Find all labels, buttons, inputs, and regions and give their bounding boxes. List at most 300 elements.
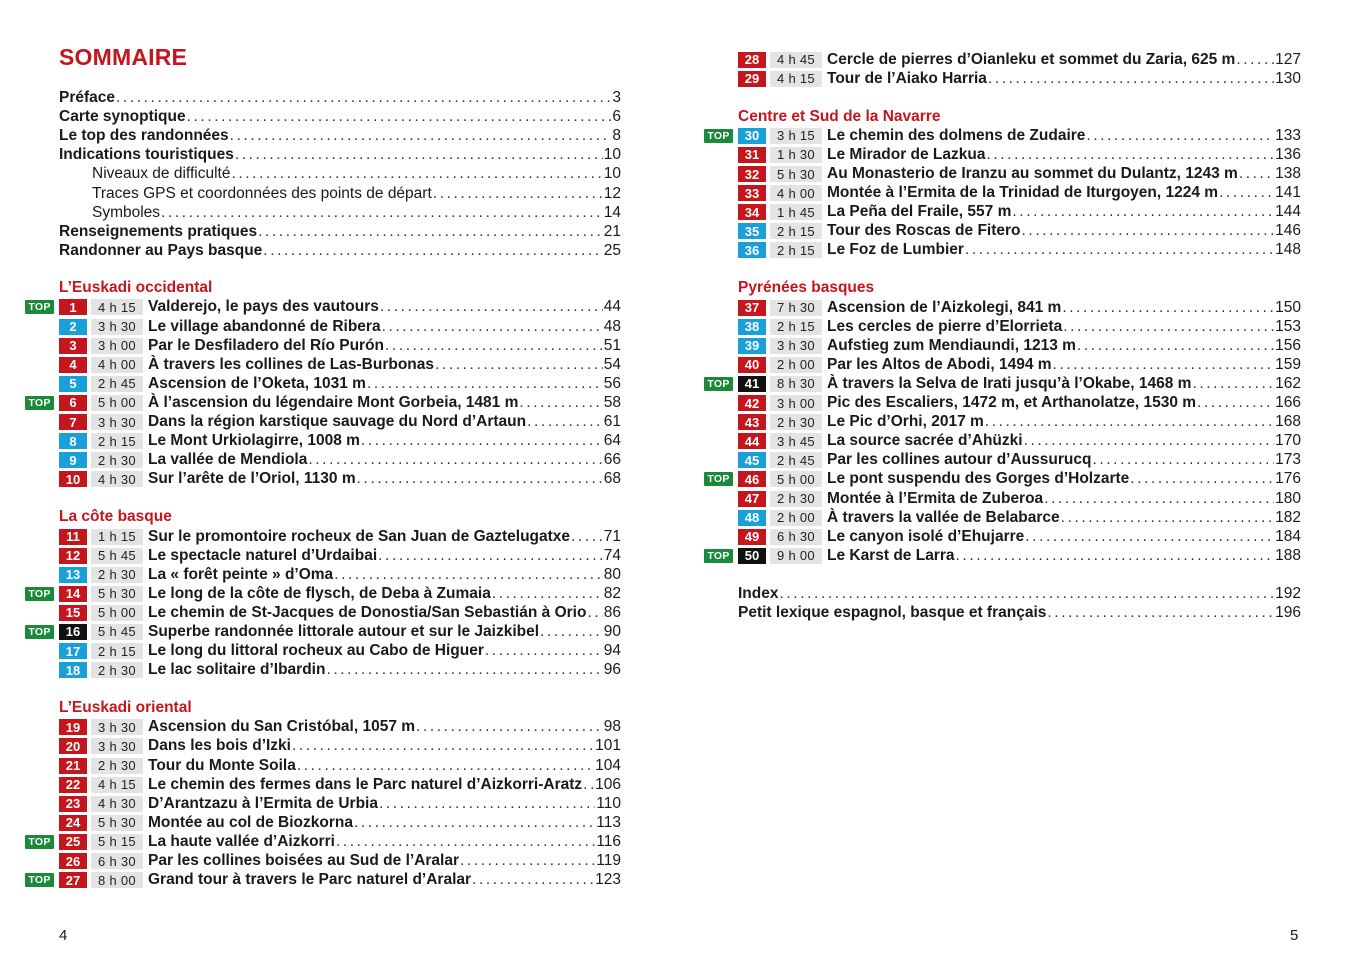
- hike-entry[interactable]: [59, 374, 621, 393]
- hike-number-badge: 49: [738, 529, 766, 545]
- hike-number-badge: 17: [59, 643, 87, 659]
- hike-entry[interactable]: [738, 69, 1301, 88]
- entry-page: 74: [603, 546, 621, 564]
- hike-entry[interactable]: [707, 374, 1301, 393]
- hike-number-badge: 10: [59, 471, 87, 487]
- hike-title: Sur l’arête de l’Oriol, 1130 m: [148, 470, 356, 488]
- duration-badge: 5 h 30: [91, 815, 143, 831]
- entry-page: 192: [1275, 585, 1301, 603]
- entry-page: 182: [1275, 508, 1301, 526]
- entry-page: 138: [1275, 165, 1301, 183]
- duration-badge: 2 h 15: [770, 319, 822, 335]
- hike-entry[interactable]: [738, 298, 1301, 317]
- duration-badge: 5 h 45: [91, 624, 143, 640]
- hike-entry[interactable]: [738, 413, 1301, 432]
- dot-leader: [378, 547, 603, 565]
- page-title: SOMMAIRE: [59, 44, 188, 70]
- dot-leader: [1092, 451, 1274, 469]
- hike-entry[interactable]: [738, 451, 1301, 470]
- entry-page: 12: [603, 184, 621, 202]
- dot-leader: [1024, 432, 1275, 450]
- dot-leader: [988, 70, 1274, 88]
- duration-badge: 5 h 00: [91, 605, 143, 621]
- hike-entry[interactable]: [59, 756, 621, 775]
- hike-number-badge: 15: [59, 605, 87, 621]
- entry-label: Randonner au Pays basque: [59, 241, 263, 259]
- dot-leader: [1197, 394, 1274, 412]
- entry-page: 162: [1275, 374, 1301, 392]
- hike-title: Le Mont Urkiolagirre, 1008 m: [148, 432, 360, 450]
- hike-entry[interactable]: [738, 432, 1301, 451]
- dot-leader: [326, 661, 602, 679]
- hike-entry[interactable]: [738, 336, 1301, 355]
- entry-page: 21: [603, 222, 621, 240]
- hike-entry[interactable]: [59, 775, 621, 794]
- entry-page: 58: [603, 393, 621, 411]
- hike-number-badge: 5: [59, 376, 87, 392]
- duration-badge: 6 h 30: [91, 853, 143, 869]
- hike-entry[interactable]: [28, 584, 621, 603]
- hike-number-badge: 35: [738, 223, 766, 239]
- hike-entry[interactable]: [59, 813, 621, 832]
- duration-badge: 2 h 30: [770, 491, 822, 507]
- front-matter-list: [59, 88, 621, 260]
- duration-badge: 2 h 00: [770, 357, 822, 373]
- hike-number-badge: 19: [59, 719, 87, 735]
- entry-page: 141: [1275, 184, 1301, 202]
- hike-number-badge: 44: [738, 433, 766, 449]
- entry-page: 156: [1275, 336, 1301, 354]
- hike-entry[interactable]: [28, 393, 621, 412]
- hike-number-badge: 21: [59, 758, 87, 774]
- hike-entry[interactable]: [59, 413, 621, 432]
- hike-number-badge: 12: [59, 548, 87, 564]
- dot-leader: [472, 871, 594, 889]
- hike-entry[interactable]: [707, 470, 1301, 489]
- toc-entry[interactable]: [59, 107, 621, 126]
- hike-title: Superbe randonnée littorale autour et sur le Jaizkibel: [148, 622, 540, 640]
- duration-badge: 4 h 30: [91, 796, 143, 812]
- hike-list: [28, 527, 621, 680]
- hike-title: Montée à l’Ermita de Zuberoa: [827, 489, 1044, 507]
- duration-badge: 4 h 15: [91, 299, 143, 315]
- entry-page: 90: [603, 622, 621, 640]
- hike-number-badge: 20: [59, 738, 87, 754]
- hike-number-badge: 27: [59, 872, 87, 888]
- hike-entry[interactable]: [59, 642, 621, 661]
- hike-number-badge: 36: [738, 242, 766, 258]
- top-badge: TOP: [704, 377, 733, 391]
- toc-entry[interactable]: [738, 603, 1301, 622]
- hike-number-badge: 39: [738, 338, 766, 354]
- hike-title: Le chemin de St-Jacques de Donostia/San Sebastián à Orio: [148, 603, 587, 621]
- right-page: [680, 0, 1359, 969]
- dot-leader: [986, 146, 1274, 164]
- toc-entry[interactable]: [59, 241, 621, 260]
- entry-label: Traces GPS et coordonnées des points de départ: [92, 184, 432, 202]
- entry-page: 86: [603, 603, 621, 621]
- back-matter-list: [738, 584, 1301, 622]
- hike-title: Dans la région karstique sauvage du Nord d’Artaun: [148, 413, 527, 431]
- dot-leader: [460, 852, 595, 870]
- dot-leader: [571, 528, 603, 546]
- dot-leader: [1063, 318, 1274, 336]
- hike-number-badge: 1: [59, 299, 87, 315]
- dot-leader: [527, 413, 603, 431]
- hike-number-badge: 18: [59, 662, 87, 678]
- dot-leader: [336, 833, 595, 851]
- hike-entry[interactable]: [738, 184, 1301, 203]
- hike-number-badge: 3: [59, 338, 87, 354]
- hike-number-badge: 41: [738, 376, 766, 392]
- entry-page: 101: [595, 737, 621, 755]
- duration-badge: 2 h 45: [770, 452, 822, 468]
- top-badge: TOP: [25, 625, 54, 639]
- section-heading: Pyrénées basques: [738, 279, 875, 297]
- duration-badge: 3 h 30: [91, 319, 143, 335]
- dot-leader: [1062, 299, 1274, 317]
- dot-leader: [985, 413, 1274, 431]
- hike-entry[interactable]: [59, 546, 621, 565]
- dot-leader: [1077, 337, 1274, 355]
- entry-page: 104: [595, 756, 621, 774]
- dot-leader: [235, 145, 603, 164]
- page-number: 4: [59, 927, 68, 944]
- hike-entry[interactable]: [738, 355, 1301, 374]
- right-column: [707, 50, 1301, 623]
- entry-label: Préface: [59, 89, 116, 107]
- dot-leader: [263, 241, 602, 260]
- dot-leader: [161, 203, 603, 222]
- duration-badge: 5 h 30: [91, 586, 143, 602]
- dot-leader: [1061, 509, 1274, 527]
- duration-badge: 1 h 45: [770, 204, 822, 220]
- hike-entry[interactable]: [738, 164, 1301, 183]
- dot-leader: [1219, 184, 1274, 202]
- hike-title: À l’ascension du légendaire Mont Gorbeia, 1481 m: [148, 393, 519, 411]
- hike-entry[interactable]: [59, 470, 621, 489]
- hike-title: Le Karst de Larra: [827, 546, 955, 564]
- hike-entry[interactable]: [59, 451, 621, 470]
- entry-page: 123: [595, 871, 621, 889]
- hike-number-badge: 38: [738, 319, 766, 335]
- entry-page: 44: [603, 298, 621, 316]
- hike-entry[interactable]: [738, 489, 1301, 508]
- hike-title: Le village abandonné de Ribera: [148, 317, 381, 335]
- hike-entry[interactable]: [738, 317, 1301, 336]
- dot-leader: [382, 318, 603, 336]
- hike-title: Au Monasterio de Iranzu au sommet du Dulantz, 1243 m: [827, 165, 1238, 183]
- duration-badge: 2 h 15: [91, 433, 143, 449]
- hike-number-badge: 8: [59, 433, 87, 449]
- hike-entry[interactable]: [59, 355, 621, 374]
- hike-entry[interactable]: [738, 145, 1301, 164]
- duration-badge: 3 h 30: [91, 738, 143, 754]
- dot-leader: [583, 776, 594, 794]
- hike-entry[interactable]: [738, 394, 1301, 413]
- dot-leader: [292, 737, 594, 755]
- entry-page: 153: [1275, 317, 1301, 335]
- dot-leader: [1012, 203, 1274, 221]
- dot-leader: [433, 184, 603, 203]
- hike-entry[interactable]: [59, 527, 621, 546]
- hike-number-badge: 23: [59, 796, 87, 812]
- hike-entry[interactable]: [28, 832, 621, 851]
- hike-number-badge: 33: [738, 185, 766, 201]
- top-badge: TOP: [25, 873, 54, 887]
- dot-leader: [380, 298, 603, 316]
- duration-badge: 2 h 30: [91, 452, 143, 468]
- entry-page: 94: [603, 642, 621, 660]
- hike-entry[interactable]: [59, 603, 621, 622]
- entry-page: 6: [612, 108, 621, 126]
- top-badge: TOP: [704, 549, 733, 563]
- hike-list: [28, 718, 621, 890]
- entry-label: Carte synoptique: [59, 108, 186, 126]
- hike-number-badge: 50: [738, 548, 766, 564]
- toc-entry[interactable]: [738, 584, 1301, 603]
- hike-number-badge: 29: [738, 71, 766, 87]
- dot-leader: [1086, 127, 1274, 145]
- top-badge: TOP: [25, 587, 54, 601]
- dot-leader: [965, 241, 1274, 259]
- duration-badge: 3 h 30: [91, 719, 143, 735]
- hike-title: Tour du Monte Soila: [148, 756, 296, 774]
- hike-number-badge: 25: [59, 834, 87, 850]
- entry-page: 10: [603, 146, 621, 164]
- hike-entry[interactable]: [738, 50, 1301, 69]
- hike-title: Par les collines autour d’Aussurucq: [827, 451, 1092, 469]
- hike-list: [707, 126, 1301, 260]
- hike-entry[interactable]: [59, 851, 621, 870]
- dot-leader: [367, 375, 603, 393]
- hike-number-badge: 45: [738, 452, 766, 468]
- hike-title: Par les collines boisées au Sud de l’Aralar: [148, 852, 459, 870]
- hike-title: Le canyon isolé d’Ehujarre: [827, 527, 1025, 545]
- hike-number-badge: 14: [59, 586, 87, 602]
- hike-title: Le long du littoral rocheux au Cabo de Higuer: [148, 642, 484, 660]
- duration-badge: 3 h 15: [770, 128, 822, 144]
- hike-title: À travers les collines de Las-Burbonas: [148, 355, 434, 373]
- dot-leader: [1130, 470, 1274, 488]
- hike-title: Pic des Escaliers, 1472 m, et Arthanolatze, 1530 m: [827, 394, 1197, 412]
- dot-leader: [1236, 51, 1274, 69]
- hike-number-badge: 2: [59, 319, 87, 335]
- hike-entry[interactable]: [738, 203, 1301, 222]
- hike-title: Grand tour à travers le Parc naturel d’Aralar: [148, 871, 472, 889]
- hike-number-badge: 40: [738, 357, 766, 373]
- duration-badge: 9 h 00: [770, 548, 822, 564]
- hike-entry[interactable]: [59, 794, 621, 813]
- entry-page: 64: [603, 432, 621, 450]
- entry-label: Petit lexique espagnol, basque et français: [738, 604, 1047, 622]
- hike-title: Ascension du San Cristóbal, 1057 m: [148, 718, 416, 736]
- hike-entry[interactable]: [738, 241, 1301, 260]
- duration-badge: 2 h 00: [770, 510, 822, 526]
- dot-leader: [779, 584, 1274, 603]
- entry-page: 148: [1275, 241, 1301, 259]
- hike-entry[interactable]: [28, 298, 621, 317]
- dot-leader: [485, 642, 603, 660]
- entry-page: 80: [603, 565, 621, 583]
- hike-title: Le spectacle naturel d’Urdaibai: [148, 546, 378, 564]
- entry-page: 184: [1275, 527, 1301, 545]
- entry-page: 180: [1275, 489, 1301, 507]
- section-heading: L’Euskadi oriental: [59, 699, 192, 717]
- top-badge: TOP: [704, 129, 733, 143]
- hike-entry[interactable]: [738, 527, 1301, 546]
- duration-badge: 3 h 00: [770, 395, 822, 411]
- hike-number-badge: 43: [738, 414, 766, 430]
- toc-entry[interactable]: [59, 126, 621, 145]
- toc-entry[interactable]: [59, 88, 621, 107]
- toc-entry[interactable]: [59, 203, 621, 222]
- hike-title: Dans les bois d’Izki: [148, 737, 291, 755]
- hike-entry[interactable]: [59, 432, 621, 451]
- entry-page: 144: [1275, 203, 1301, 221]
- entry-label: Niveaux de difficulté: [92, 165, 231, 183]
- hike-title: La vallée de Mendiola: [148, 451, 308, 469]
- entry-page: 188: [1275, 546, 1301, 564]
- hike-list: [738, 50, 1301, 88]
- hike-number-badge: 7: [59, 414, 87, 430]
- entry-page: 106: [595, 775, 621, 793]
- hike-number-badge: 26: [59, 853, 87, 869]
- hike-title: Le Foz de Lumbier: [827, 241, 964, 259]
- dot-leader: [519, 394, 602, 412]
- hike-number-badge: 13: [59, 567, 87, 583]
- entry-page: 170: [1275, 432, 1301, 450]
- top-badge: TOP: [704, 472, 733, 486]
- hike-number-badge: 42: [738, 395, 766, 411]
- section-heading: Centre et Sud de la Navarre: [738, 107, 941, 125]
- hike-title: Par les Altos de Abodi, 1494 m: [827, 355, 1052, 373]
- page-number: 5: [1290, 927, 1299, 944]
- hike-number-badge: 34: [738, 204, 766, 220]
- entry-label: Le top des randonnées: [59, 127, 229, 145]
- dot-leader: [1047, 603, 1274, 622]
- hike-number-badge: 32: [738, 166, 766, 182]
- duration-badge: 3 h 30: [770, 338, 822, 354]
- entry-page: 56: [603, 374, 621, 392]
- hike-number-badge: 31: [738, 147, 766, 163]
- entry-page: 110: [596, 794, 621, 812]
- entry-page: 96: [603, 661, 621, 679]
- entry-page: 168: [1275, 413, 1301, 431]
- hike-list: [28, 298, 621, 489]
- hike-entry[interactable]: [28, 871, 621, 890]
- entry-page: 61: [603, 413, 621, 431]
- entry-page: 82: [603, 584, 621, 602]
- hike-number-badge: 46: [738, 471, 766, 487]
- entry-page: 25: [603, 241, 621, 259]
- hike-title: À travers la Selva de Irati jusqu’à l’Okabe, 1468 m: [827, 374, 1192, 392]
- dot-leader: [334, 566, 603, 584]
- dot-leader: [308, 451, 602, 469]
- entry-page: 14: [603, 203, 621, 221]
- entry-page: 51: [603, 336, 621, 354]
- entry-page: 176: [1275, 470, 1301, 488]
- hike-entry[interactable]: [59, 718, 621, 737]
- hike-title: Montée à l’Ermita de la Trinidad de Iturgoyen, 1224 m: [827, 184, 1219, 202]
- duration-badge: 2 h 30: [770, 414, 822, 430]
- toc-entry[interactable]: [59, 222, 621, 241]
- duration-badge: 3 h 45: [770, 433, 822, 449]
- hike-entry[interactable]: [738, 508, 1301, 527]
- dot-leader: [956, 547, 1275, 565]
- entry-page: 146: [1275, 222, 1301, 240]
- hike-entry[interactable]: [707, 126, 1301, 145]
- hike-title: La Peña del Fraile, 557 m: [827, 203, 1012, 221]
- hike-entry[interactable]: [28, 622, 621, 641]
- dot-leader: [1192, 375, 1274, 393]
- entry-page: 159: [1275, 355, 1301, 373]
- hike-title: Ascension de l’Aizkolegi, 841 m: [827, 298, 1062, 316]
- hike-entry[interactable]: [738, 222, 1301, 241]
- hike-title: La source sacrée d’Ahüzki: [827, 432, 1023, 450]
- entry-page: 71: [603, 527, 621, 545]
- duration-badge: 6 h 30: [770, 529, 822, 545]
- dot-leader: [230, 126, 612, 145]
- toc-entry[interactable]: [59, 145, 621, 164]
- duration-badge: 2 h 45: [91, 376, 143, 392]
- hike-title: Aufstieg zum Mendiaundi, 1213 m: [827, 336, 1076, 354]
- hike-title: À travers la vallée de Belabarce: [827, 508, 1060, 526]
- hike-number-badge: 30: [738, 128, 766, 144]
- hike-entry[interactable]: [59, 661, 621, 680]
- hike-title: Le pont suspendu des Gorges d’Holzarte: [827, 470, 1130, 488]
- hike-entry[interactable]: [59, 737, 621, 756]
- hike-number-badge: 24: [59, 815, 87, 831]
- duration-badge: 2 h 15: [91, 643, 143, 659]
- dot-leader: [416, 718, 603, 736]
- hike-number-badge: 28: [738, 52, 766, 68]
- hike-title: Le long de la côte de flysch, de Deba à Zumaia: [148, 584, 491, 602]
- entry-page: 119: [596, 852, 621, 870]
- toc-entry[interactable]: [59, 183, 621, 202]
- hike-title: Cercle de pierres d’Oianleku et sommet du Zaria, 625 m: [827, 50, 1236, 68]
- entry-label: Symboles: [92, 203, 161, 221]
- hike-number-badge: 37: [738, 300, 766, 316]
- entry-page: 133: [1275, 126, 1301, 144]
- hike-list: [707, 298, 1301, 565]
- hike-number-badge: 47: [738, 491, 766, 507]
- dot-leader: [1022, 222, 1275, 240]
- hike-entry[interactable]: [59, 317, 621, 336]
- dot-leader: [116, 88, 611, 107]
- hike-number-badge: 16: [59, 624, 87, 640]
- toc-entry[interactable]: [59, 164, 621, 183]
- dot-leader: [1239, 165, 1274, 183]
- hike-title: D’Arantzazu à l’Ermita de Urbia: [148, 794, 378, 812]
- entry-page: 173: [1275, 451, 1301, 469]
- dot-leader: [1025, 528, 1274, 546]
- dot-leader: [1053, 356, 1275, 374]
- dot-leader: [385, 337, 603, 355]
- entry-page: 130: [1275, 69, 1301, 87]
- entry-label: Indications touristiques: [59, 146, 234, 164]
- duration-badge: 7 h 30: [770, 300, 822, 316]
- hike-entry[interactable]: [59, 336, 621, 355]
- dot-leader: [492, 585, 603, 603]
- hike-entry[interactable]: [59, 565, 621, 584]
- dot-leader: [187, 107, 612, 126]
- duration-badge: 5 h 00: [770, 471, 822, 487]
- dot-leader: [1044, 490, 1274, 508]
- hike-entry[interactable]: [707, 546, 1301, 565]
- entry-label: Renseignements pratiques: [59, 222, 258, 240]
- duration-badge: 3 h 30: [91, 414, 143, 430]
